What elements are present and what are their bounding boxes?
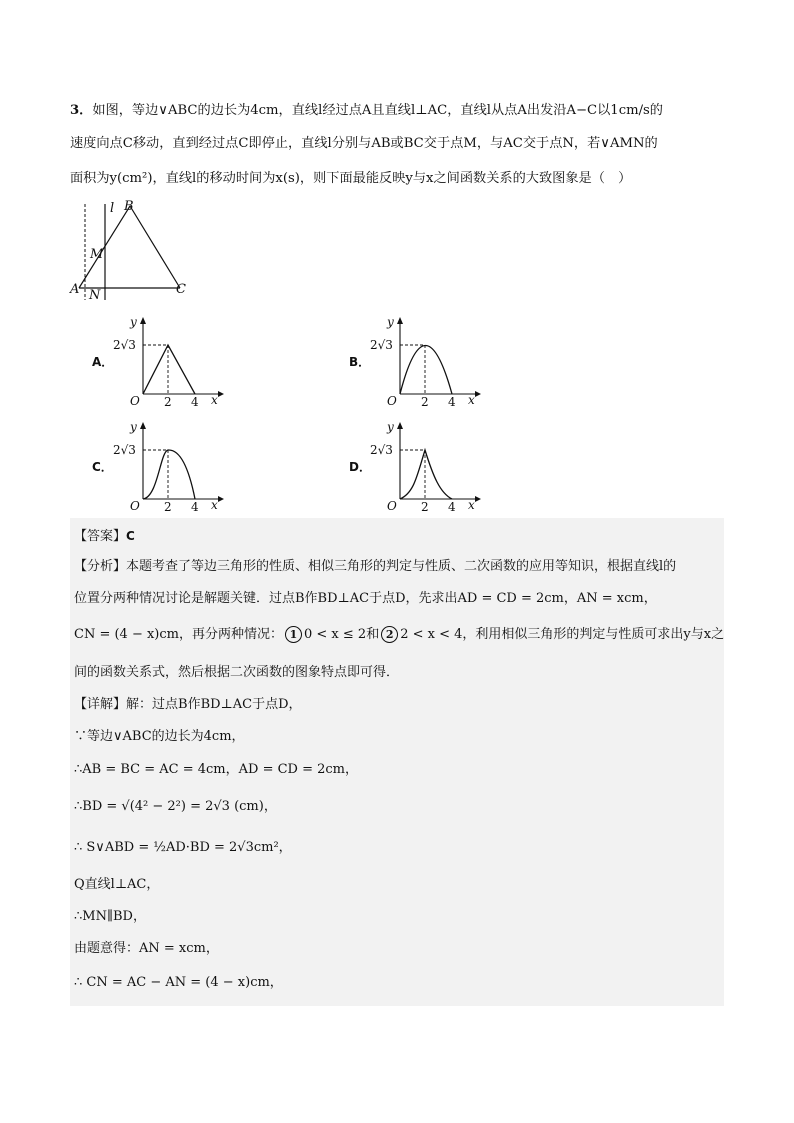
ymax-label: 2√3 [370, 338, 393, 352]
analysis-line-2: 位置分两种情况讨论是解题关键．过点B作BD⊥AC于点D，先求出AD = CD = 2cm，AN = xcm， [74, 591, 657, 606]
figure-label-l: l [110, 201, 115, 216]
detail-line-4: ∴BD = √(4² − 2²) = 2√3 (cm)， [74, 799, 277, 814]
option-d-label[interactable]: D． [349, 460, 371, 474]
function-curve [400, 346, 452, 395]
ymax-label: 2√3 [113, 338, 136, 352]
detail-line-6: Q直线l⊥AC， [74, 877, 160, 892]
origin-label: O [130, 499, 140, 513]
answer-line [74, 526, 135, 547]
x-axis-label: x [468, 393, 475, 407]
figure-label-B: B [124, 199, 134, 214]
x-axis-label: x [468, 498, 475, 512]
range-2: 2 < x < 4，利用相似三角形的判定与性质可求出y与x之 [400, 627, 725, 642]
question-line-1 [70, 101, 663, 121]
detail-text-1: 解：过点B作BD⊥AC于点D， [126, 697, 302, 712]
ymax-label: 2√3 [370, 443, 393, 457]
option-a-label[interactable]: A． [92, 355, 114, 369]
y-axis-arrow [397, 422, 403, 429]
question-line-2: 速度向点C移动，直到经过点C即停止，直线l分别与AB或BC交于点M，与AC交于点N，若∨AMN的 [70, 136, 658, 151]
detail-line-3: ∴AB = BC = AC = 4cm，AD = CD = 2cm， [74, 762, 359, 777]
detail-line-8: 由题意得：AN = xcm， [74, 941, 219, 956]
x-axis-arrow [475, 391, 481, 397]
y-axis-label: y [387, 315, 394, 329]
analysis-line-4: 间的函数关系式，然后根据二次函数的图象特点即可得． [74, 665, 400, 680]
origin-label: O [387, 394, 397, 408]
origin-label: O [130, 394, 140, 408]
option-b-label[interactable]: B． [349, 355, 371, 369]
ymax-label: 2√3 [113, 443, 136, 457]
x-axis-arrow [218, 391, 224, 397]
detail-head: 【详解】 [74, 697, 127, 712]
option-a-graph[interactable] [108, 312, 228, 410]
answer-value: C [126, 529, 135, 543]
x-tick-4: 4 [191, 395, 199, 409]
x-tick-2: 2 [164, 500, 172, 514]
y-axis-arrow [397, 317, 403, 324]
x-tick-2: 2 [421, 500, 429, 514]
x-tick-2: 2 [421, 395, 429, 409]
figure-label-N: N [89, 288, 101, 303]
x-axis-label: x [211, 393, 218, 407]
figure-label-M: M [90, 247, 104, 262]
y-axis-label: y [387, 420, 394, 434]
x-axis-arrow [218, 496, 224, 502]
option-c-graph[interactable] [108, 417, 228, 515]
option-c-label[interactable]: C． [92, 460, 113, 474]
detail-line-2: ∵等边∨ABC的边长为4cm， [74, 729, 245, 744]
triangle-figure [68, 196, 198, 306]
case-2-marker: 2 [381, 626, 398, 643]
y-axis-arrow [140, 422, 146, 429]
option-b-graph[interactable] [365, 312, 485, 410]
question-line-3: 面积为y(cm²)，直线l的移动时间为x(s)，则下面最能反映y与x之间函数关系的大致图象是（ ） [70, 171, 632, 186]
x-tick-4: 4 [448, 395, 456, 409]
analysis-line-1 [74, 557, 676, 577]
x-axis-label: x [211, 498, 218, 512]
y-axis-label: y [130, 315, 137, 329]
figure-label-A: A [70, 282, 80, 297]
detail-line-1 [74, 695, 302, 715]
question-number: 3． [70, 103, 93, 118]
case-1-marker: 1 [285, 626, 302, 643]
analysis-text-3a: CN = (4 − x)cm，再分两种情况： [74, 627, 283, 642]
analysis-head: 【分析】 [74, 559, 127, 574]
analysis-line-3 [74, 625, 724, 645]
y-axis-arrow [140, 317, 146, 324]
x-tick-4: 4 [191, 500, 199, 514]
function-curve [143, 450, 195, 499]
detail-line-7: ∴MN∥BD， [74, 909, 146, 924]
x-tick-2: 2 [164, 395, 172, 409]
function-curve [143, 345, 195, 394]
origin-label: O [387, 499, 397, 513]
question-text-1: 如图，等边∨ABC的边长为4cm，直线l经过点A且直线l⊥AC，直线l从点A出发沿A−C以1cm/s的 [92, 103, 663, 118]
option-d-graph[interactable] [365, 417, 485, 515]
analysis-text-1: 本题考查了等边三角形的性质、相似三角形的判定与性质、二次函数的应用等知识，根据直线l的 [126, 559, 677, 574]
detail-line-5: ∴ S∨ABD = ½AD·BD = 2√3cm²， [74, 840, 292, 855]
range-1: 0 < x ≤ 2和 [304, 627, 380, 642]
function-curve [400, 450, 452, 499]
x-axis-arrow [475, 496, 481, 502]
y-axis-label: y [130, 420, 137, 434]
detail-line-9: ∴ CN = AC − AN = (4 − x)cm， [74, 975, 283, 990]
figure-label-C: C [176, 282, 186, 297]
x-tick-4: 4 [448, 500, 456, 514]
answer-head: 【答案】 [74, 529, 127, 544]
